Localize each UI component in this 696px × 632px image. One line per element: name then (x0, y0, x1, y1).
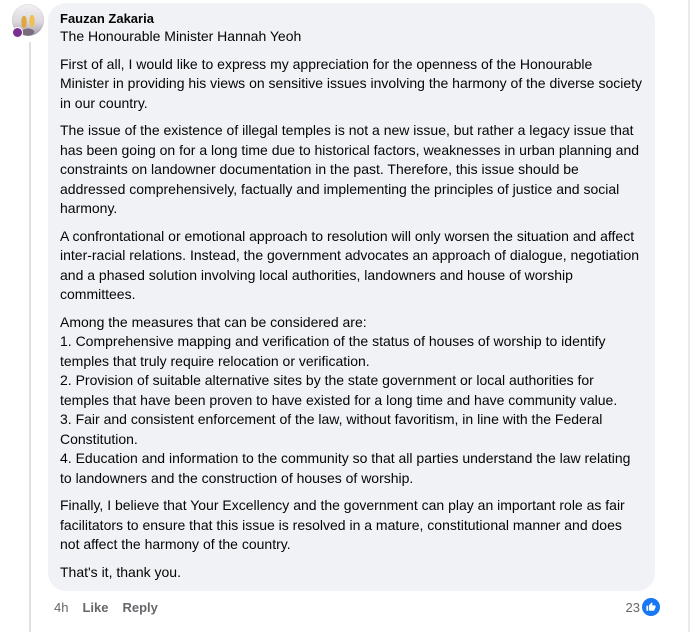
comment-paragraph (60, 55, 643, 114)
comment-author[interactable]: Fauzan Zakaria (60, 11, 154, 26)
comment-paragraph (60, 496, 643, 555)
comment-meta-row (54, 598, 660, 616)
like-button[interactable]: Like (82, 599, 109, 615)
paragraph-line: First of all, I would like to express my appreciation for the openness of the Honourable Minister in providing his views on sensitive issues involving the harmony of the diverse society in our country. (60, 55, 643, 111)
comment-paragraph (60, 227, 643, 305)
comment-paragraph (60, 563, 643, 583)
avatar-badge-icon (13, 28, 22, 37)
thumbs-up-icon[interactable] (642, 598, 660, 616)
paragraph-line: 2. Provision of suitable alternative sites by the state government or local authorities for temples that have been proven to have existed for a long time and have community value. (60, 372, 618, 408)
reaction-count[interactable]: 23 (625, 599, 640, 615)
comment-timestamp[interactable]: 4h (54, 599, 69, 615)
avatar[interactable] (12, 4, 44, 36)
paragraph-line: The issue of the existence of illegal temples is not a new issue, but rather a legacy issue that has been going on for a long time due to historical factors, weaknesses in urban planning and constraints on landowner documentation in the past. Therefore, this issue should be addressed comprehensively, factually and implementing the principles of justice and social harmony. (60, 122, 640, 216)
page-right-divider (688, 0, 690, 632)
paragraph-line: 4. Education and information to the community so that all parties understand the law relating to landowners and the construction of houses of worship. (60, 450, 631, 486)
paragraph-line: Among the measures that can be considered are: (60, 313, 367, 330)
paragraph-line: That's it, thank you. (60, 563, 181, 580)
comment-paragraph (60, 121, 643, 219)
paragraph-line: 1. Comprehensive mapping and verification of the status of houses of worship to identify temples that truly require relocation or verification. (60, 333, 606, 369)
paragraph-line: Finally, I believe that Your Excellency and the government can play an important role as fair facilitators to ensure that this issue is resolved in a mature, constitutional manner and does not affect the harmony of the country. (60, 497, 625, 552)
comment-thread-line (29, 42, 31, 632)
comment-paragraph (60, 313, 643, 489)
reply-button[interactable]: Reply (122, 599, 158, 615)
comment-bubble (48, 3, 655, 591)
comment-paragraph (60, 27, 643, 47)
comment-content (48, 3, 660, 616)
paragraph-line: 3. Fair and consistent enforcement of the law, without favoritism, in line with the Federal Constitution. (60, 411, 603, 447)
paragraph-line: A confrontational or emotional approach to resolution will only worsen the situation and affect inter-racial relations. Instead, the government advocates an approach of dialogue, negotiation and a phased solution involving local authorities, landowners and house of worship committees. (60, 227, 640, 302)
paragraph-line: The Honourable Minister Hannah Yeoh (60, 28, 302, 44)
comment-body (60, 27, 643, 582)
reaction-summary[interactable] (626, 598, 660, 616)
